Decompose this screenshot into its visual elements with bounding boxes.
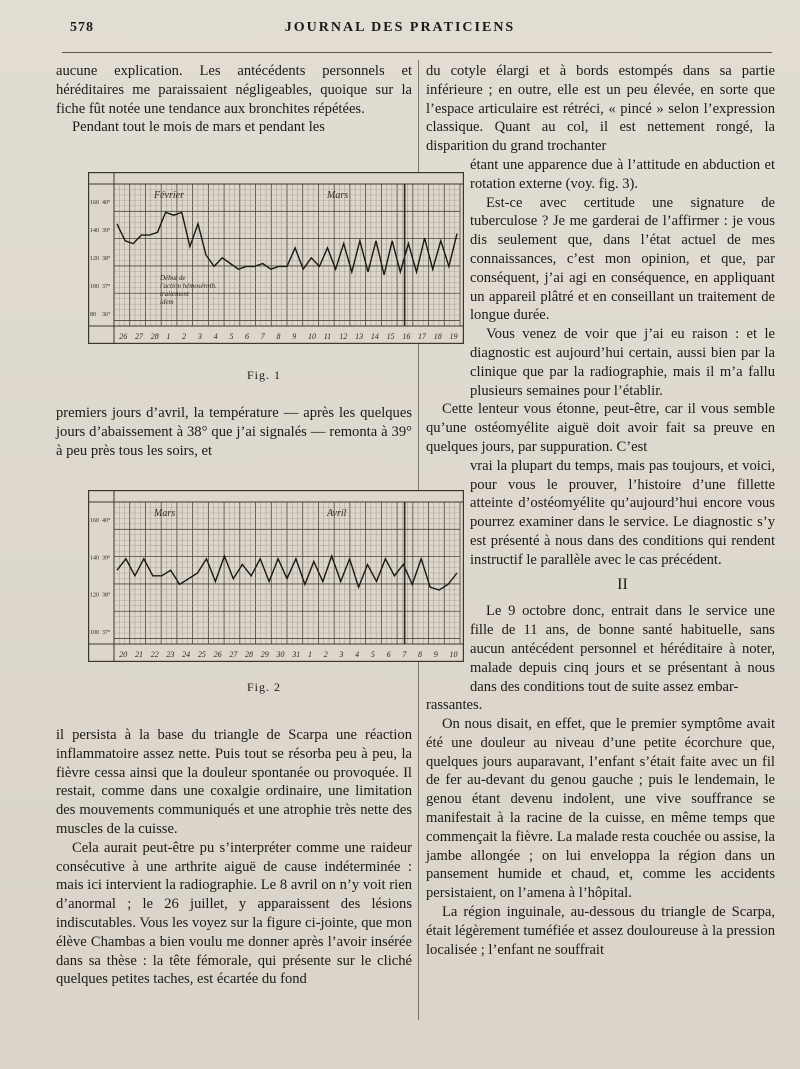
date-label: 28 (245, 650, 254, 659)
paragraph: Vous venez de voir que j’ai eu raison : et le diagnostic est aujourd’hui certain, aussi bien par la clinique que par la radiographie, mais il m’a fallu plusieurs semaines pour l’établir. (470, 326, 775, 399)
paragraph: Est-ce avec certitude une signature de tuberculose ? Je me garderai de l’affirmer : je vous dis seulement que, dans l’état actuel de mes connaissances, c’est mon opinion, et que, par conséquent, j’ai agi en conséquence, en appliquant un appareil plâtré et en conseillant un traitement de longue durée. (470, 194, 775, 324)
pulse-tick-label: 160 (90, 518, 99, 524)
date-label: 25 (197, 650, 206, 659)
figure-1-caption: Fig. 1 (246, 368, 281, 382)
date-label: 1 (166, 332, 171, 341)
paragraph: Cela aurait peut-être pu s’interpréter comme une raideur consécutive à une arthrite aiguë de cause indéterminée : mais ici intervient la radiographie. Le 8 avril on n’y voit rien d’anormal ; le 26 juillet, y apparaissent des lésions indiscutables. Vous les voyez sur la figure ci-jointe, que mon élève Chambas a bien voulu me donner après l’avoir insérée dans sa thèse : la tête fémorale, qui présente sur le cliché quelques petites taches, est écartée du fond (56, 839, 412, 988)
month-label: Mars (327, 190, 349, 201)
date-label: 19 (449, 332, 458, 341)
chart-annotation: idem (160, 298, 174, 306)
temperature-tick-label: 37° (102, 630, 111, 636)
date-label: 6 (245, 332, 250, 341)
left-column-block-2 (56, 404, 412, 460)
date-label: 8 (418, 650, 423, 659)
temperature-tick-label: 40° (102, 518, 111, 524)
date-label: 23 (166, 650, 175, 659)
date-label: 9 (433, 650, 438, 659)
date-label: 21 (134, 650, 143, 659)
date-label: 24 (182, 650, 191, 659)
date-label: 8 (276, 332, 281, 341)
pulse-tick-label: 80 (90, 312, 96, 318)
date-label: 17 (418, 332, 427, 341)
date-label: 30 (276, 650, 285, 659)
journal-title: JOURNAL DES PRATICIENS (284, 20, 516, 35)
date-label: 2 (323, 650, 328, 659)
temperature-tick-label: 36° (102, 312, 111, 318)
date-label: 20 (119, 650, 128, 659)
date-label: 27 (229, 650, 238, 659)
section-numeral: II (617, 575, 628, 593)
date-label: 15 (386, 332, 395, 341)
chart-annotation: Début de (160, 274, 186, 282)
date-label: 4 (355, 650, 360, 659)
date-label: 27 (134, 332, 143, 341)
date-label: 28 (150, 332, 159, 341)
indented-text (470, 156, 775, 400)
pulse-tick-label: 160 (90, 200, 99, 206)
date-label: 3 (339, 650, 344, 659)
date-label: 11 (323, 332, 332, 341)
date-label: 7 (402, 650, 407, 659)
figure-2 (88, 490, 460, 662)
temperature-chart-2 (88, 490, 464, 662)
month-label: Février (154, 190, 184, 201)
temperature-chart-1 (88, 172, 464, 344)
paragraph: On nous disait, en effet, que le premier symptôme avait été une douleur au niveau d’une petite écorchure que, quelques jours auparavant, l’enfant s’était faite avec un fil de fer au-devant du genou gauche ; puis le lendemain, le genou étant devenu indolent, une vive souffrance se manifestait à la racine de la cuisse, en même temps que commençait la fièvre. La malade resta couchée ou assise, la jambe allongée ; on lui enveloppa la région dans un pansement humide et chaud, et, comme les accidents persistaient, on l’amena à l’hôpital. (426, 716, 775, 902)
figure-2-caption: Fig. 2 (246, 680, 281, 694)
date-label: 18 (433, 332, 442, 341)
paragraph: premiers jours d’avril, la température — après les quelques jours d’abaissement à 38° que j’ai signalés — remonta à 39° à peu près tous les soirs, et (56, 405, 412, 459)
header-rule (62, 52, 772, 53)
date-label: 7 (260, 332, 265, 341)
date-label: 12 (339, 332, 348, 341)
temperature-tick-label: 38° (102, 256, 111, 262)
date-label: 26 (119, 332, 128, 341)
paragraph: Pendant tout le mois de mars et pendant les (72, 119, 325, 136)
date-label: 13 (355, 332, 364, 341)
date-label: 22 (150, 650, 159, 659)
paragraph: Le 9 octobre donc, entrait dans le service une fille de 11 ans, de bonne santé habituelle, sans aucun antécédent personnel et héréditaire à noter, malade depuis cinq jours et se présentant à nous dans des conditions tout de suite assez embar- (470, 603, 775, 695)
temperature-tick-label: 39° (102, 555, 111, 562)
pulse-tick-label: 120 (90, 256, 99, 262)
paragraph: vrai la plupart du temps, mais pas toujours, et voici, pour vous le prouver, l’histoire d’une fillette atteinte d’ostéomyélite qu’aujourd’hui encore vous pourrez examiner dans le service. Le diagnostic s’y est présenté à nous dans des conditions qui rendent instructif le parallèle avec le cas précédent. (470, 457, 775, 568)
date-label: 31 (292, 650, 301, 659)
temperature-tick-label: 40° (102, 200, 111, 206)
date-label: 14 (370, 332, 379, 341)
paragraph: La région inguinale, au-dessous du triangle de Scarpa, était légèrement tuméfiée et assez douloureuse à la pression localisée ; l’enfant ne souffrait (426, 904, 775, 958)
date-label: 16 (402, 332, 411, 341)
chart-frame (89, 173, 464, 344)
month-label: Mars (154, 508, 176, 519)
right-column-block-1 (426, 62, 775, 959)
page-number: 578 (70, 20, 94, 35)
running-header (0, 20, 800, 42)
date-label: 3 (197, 332, 202, 341)
month-label: Avril (327, 508, 347, 519)
paragraph: Cette lenteur vous étonne, peut-être, car il vous semble qu’une ostéomyélite aiguë doit avoir fait sa preuve en quelques jours, par suppuration. C’est (426, 401, 775, 455)
date-label: 9 (292, 332, 297, 341)
pulse-tick-label: 100 (90, 630, 99, 636)
figure-1 (88, 172, 460, 344)
paragraph: étant une apparence due à l’attitude en abduction et rotation externe (voy. fig. 3). (470, 156, 775, 192)
pulse-tick-label: 100 (90, 284, 99, 290)
paragraph: rassantes. (426, 697, 483, 714)
indented-text (470, 457, 775, 697)
chart-annotation: traitement (160, 290, 189, 298)
left-column-block-3 (56, 726, 412, 989)
date-label: 6 (386, 650, 391, 659)
date-label: 5 (229, 332, 234, 341)
temperature-tick-label: 38° (102, 592, 111, 599)
date-label: 4 (213, 332, 218, 341)
paragraph: il persista à la base du triangle de Scarpa une réaction inflammatoire assez nette. Puis tout se résorba peu à peu, la fièvre cessa ainsi que la douleur spontanée ou provoquée. Il restait, comme dans une coxalgie ordinaire, une limitation des mouvements communiqués et une atrophie très nette des muscles de la cuisse. (56, 727, 412, 837)
paragraph: aucune explication. Les antécédents personnels et héréditaires me paraissaient négligeables, quoique sur la fiche fût notée une tendance aux bronchites répétées. (56, 63, 412, 117)
date-label: 26 (213, 650, 222, 659)
date-label: 10 (449, 650, 458, 659)
date-label: 1 (307, 650, 312, 659)
paragraph: du cotyle élargi et à bords estompés dans sa partie inférieure ; en outre, elle est un peu élevée, en sorte que l’espace articulaire est rétréci, « pincé » selon l’expression classique. Quant au col, il est nettement rongé, la disparition du grand trochanter (426, 63, 775, 155)
date-label: 2 (182, 332, 187, 341)
chart-frame (89, 491, 464, 662)
pulse-tick-label: 140 (90, 228, 99, 234)
temperature-tick-label: 39° (102, 228, 111, 234)
date-label: 29 (260, 650, 269, 659)
left-column-block-1 (56, 62, 412, 137)
pulse-tick-label: 140 (90, 555, 99, 562)
chart-annotation: l'action hémoséroth. (160, 282, 217, 290)
date-label: 10 (307, 332, 316, 341)
pulse-tick-label: 120 (90, 592, 99, 599)
date-label: 5 (370, 650, 375, 659)
temperature-tick-label: 37° (102, 284, 111, 290)
